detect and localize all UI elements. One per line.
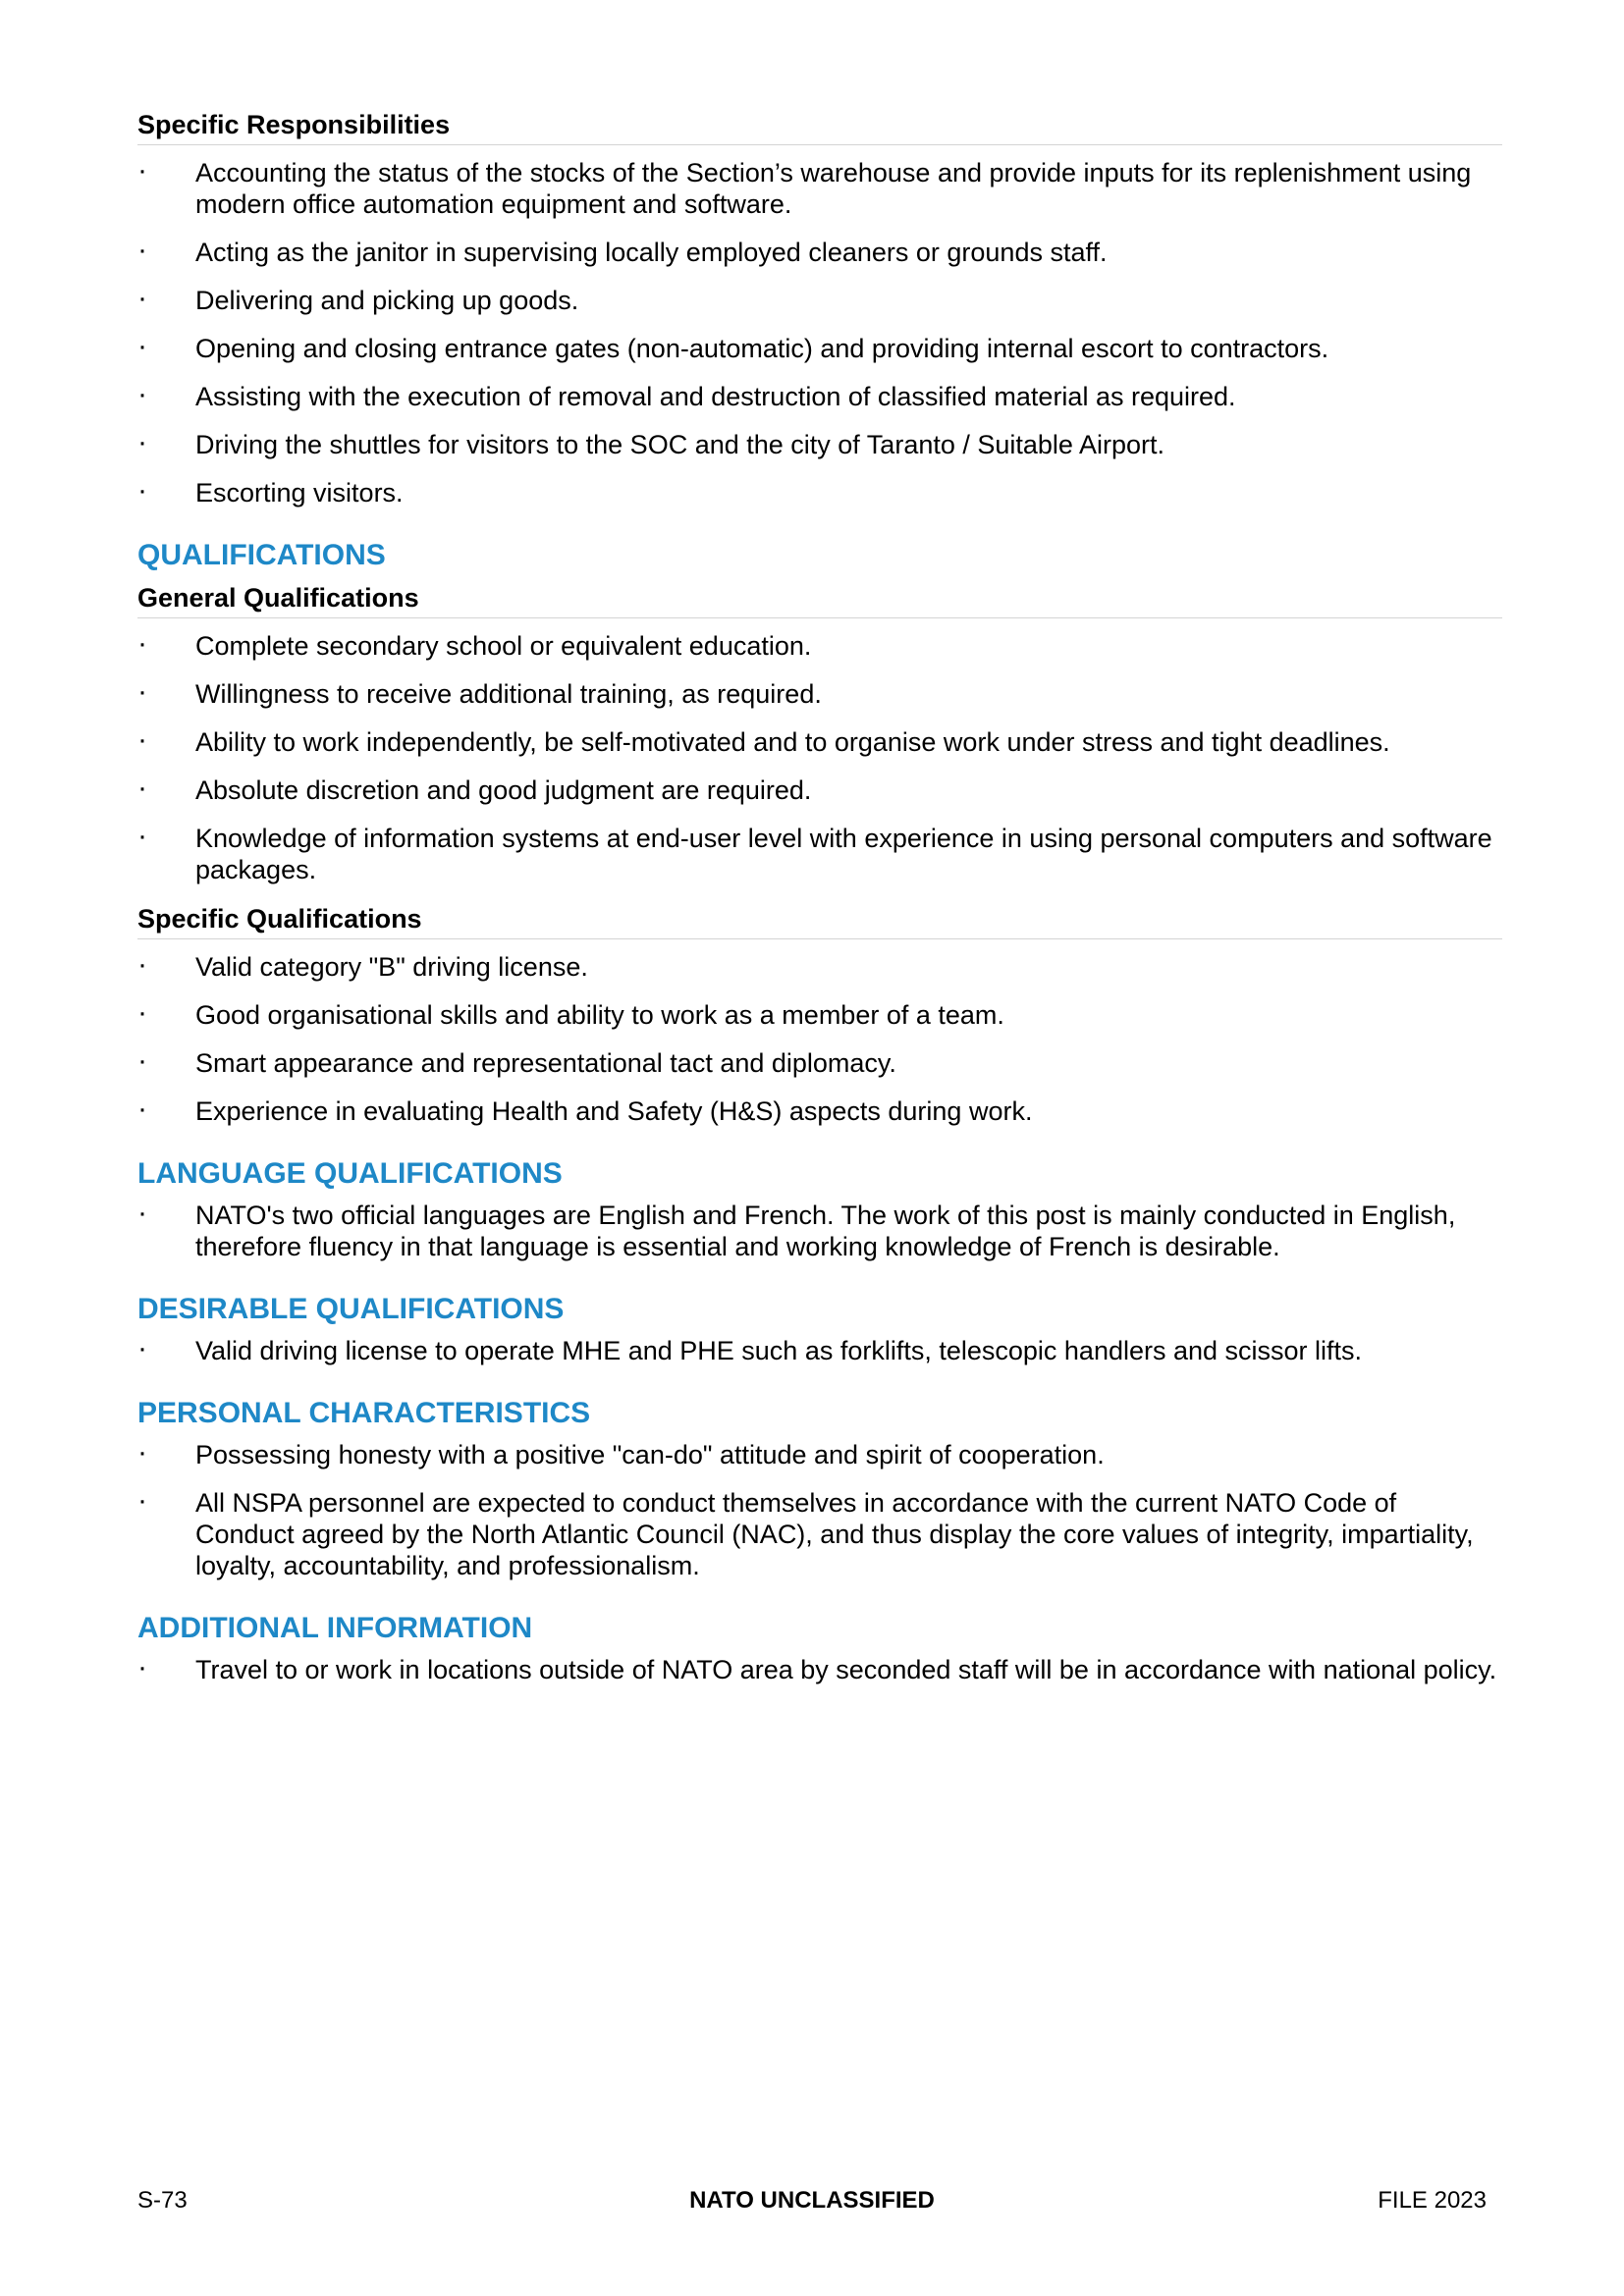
file-reference: FILE 2023: [1378, 2187, 1487, 2214]
specific-qualifications-title: Specific Qualifications: [137, 902, 1502, 939]
list-item: · Driving the shuttles for visitors to the SOC and the city of Taranto / Suitable Airport.: [137, 429, 1502, 460]
list-item: · Good organisational skills and ability to work as a member of a team.: [137, 999, 1502, 1031]
list-item: · Possessing honesty with a positive "can-do" attitude and spirit of cooperation.: [137, 1439, 1502, 1470]
language-qualifications-list: [137, 1200, 1502, 1262]
classification-marking: NATO UNCLASSIFIED: [689, 2187, 935, 2214]
list-item: · Delivering and picking up goods.: [137, 285, 1502, 316]
list-item: · Ability to work independently, be self-motivated and to organise work under stress and tight deadlines.: [137, 726, 1502, 758]
list-item: · Experience in evaluating Health and Safety (H&S) aspects during work.: [137, 1095, 1502, 1127]
list-item: · Smart appearance and representational tact and diplomacy.: [137, 1047, 1502, 1079]
additional-information-heading: ADDITIONAL INFORMATION: [137, 1612, 533, 1644]
list-item: · Acting as the janitor in supervising locally employed cleaners or grounds staff.: [137, 237, 1502, 268]
additional-information-list: [137, 1654, 1502, 1685]
list-item: · Valid category "B" driving license.: [137, 951, 1502, 983]
list-item: · Escorting visitors.: [137, 477, 1502, 508]
list-item: · Travel to or work in locations outside of NATO area by seconded staff will be in accordance with national policy.: [137, 1654, 1502, 1685]
qualifications-heading: QUALIFICATIONS: [137, 539, 386, 571]
specific-qualifications-list: [137, 951, 1502, 1127]
list-item: · Absolute discretion and good judgment are required.: [137, 774, 1502, 806]
desirable-qualifications-heading: DESIRABLE QUALIFICATIONS: [137, 1293, 565, 1325]
personal-characteristics-list: [137, 1439, 1502, 1581]
list-item: · All NSPA personnel are expected to conduct themselves in accordance with the current NATO Code of Conduct agreed by the North Atlantic Council (NAC), and thus display the core values of integrity, impartiality, loyalty, accountability, and professionalism.: [137, 1487, 1502, 1581]
list-item: · Assisting with the execution of removal and destruction of classified material as required.: [137, 381, 1502, 412]
list-item: · Valid driving license to operate MHE and PHE such as forklifts, telescopic handlers and scissor lifts.: [137, 1335, 1502, 1366]
list-item: · NATO's two official languages are English and French. The work of this post is mainly conducted in English, therefore fluency in that language is essential and working knowledge of French is desirable.: [137, 1200, 1502, 1262]
list-item: · Willingness to receive additional training, as required.: [137, 678, 1502, 710]
language-qualifications-heading: LANGUAGE QUALIFICATIONS: [137, 1157, 563, 1190]
list-item: · Accounting the status of the stocks of the Section’s warehouse and provide inputs for its replenishment using modern office automation equipment and software.: [137, 157, 1502, 220]
document-page: [137, 108, 1502, 1702]
list-item: · Opening and closing entrance gates (non-automatic) and providing internal escort to contractors.: [137, 333, 1502, 364]
list-item: · Complete secondary school or equivalent education.: [137, 630, 1502, 662]
specific-responsibilities-list: [137, 157, 1502, 508]
desirable-qualifications-list: [137, 1335, 1502, 1366]
specific-responsibilities-title: Specific Responsibilities: [137, 108, 1502, 145]
general-qualifications-title: General Qualifications: [137, 581, 1502, 618]
page-number: S-73: [137, 2187, 188, 2214]
general-qualifications-list: [137, 630, 1502, 885]
list-item: · Knowledge of information systems at end-user level with experience in using personal computers and software packages.: [137, 823, 1502, 885]
personal-characteristics-heading: PERSONAL CHARACTERISTICS: [137, 1397, 591, 1429]
